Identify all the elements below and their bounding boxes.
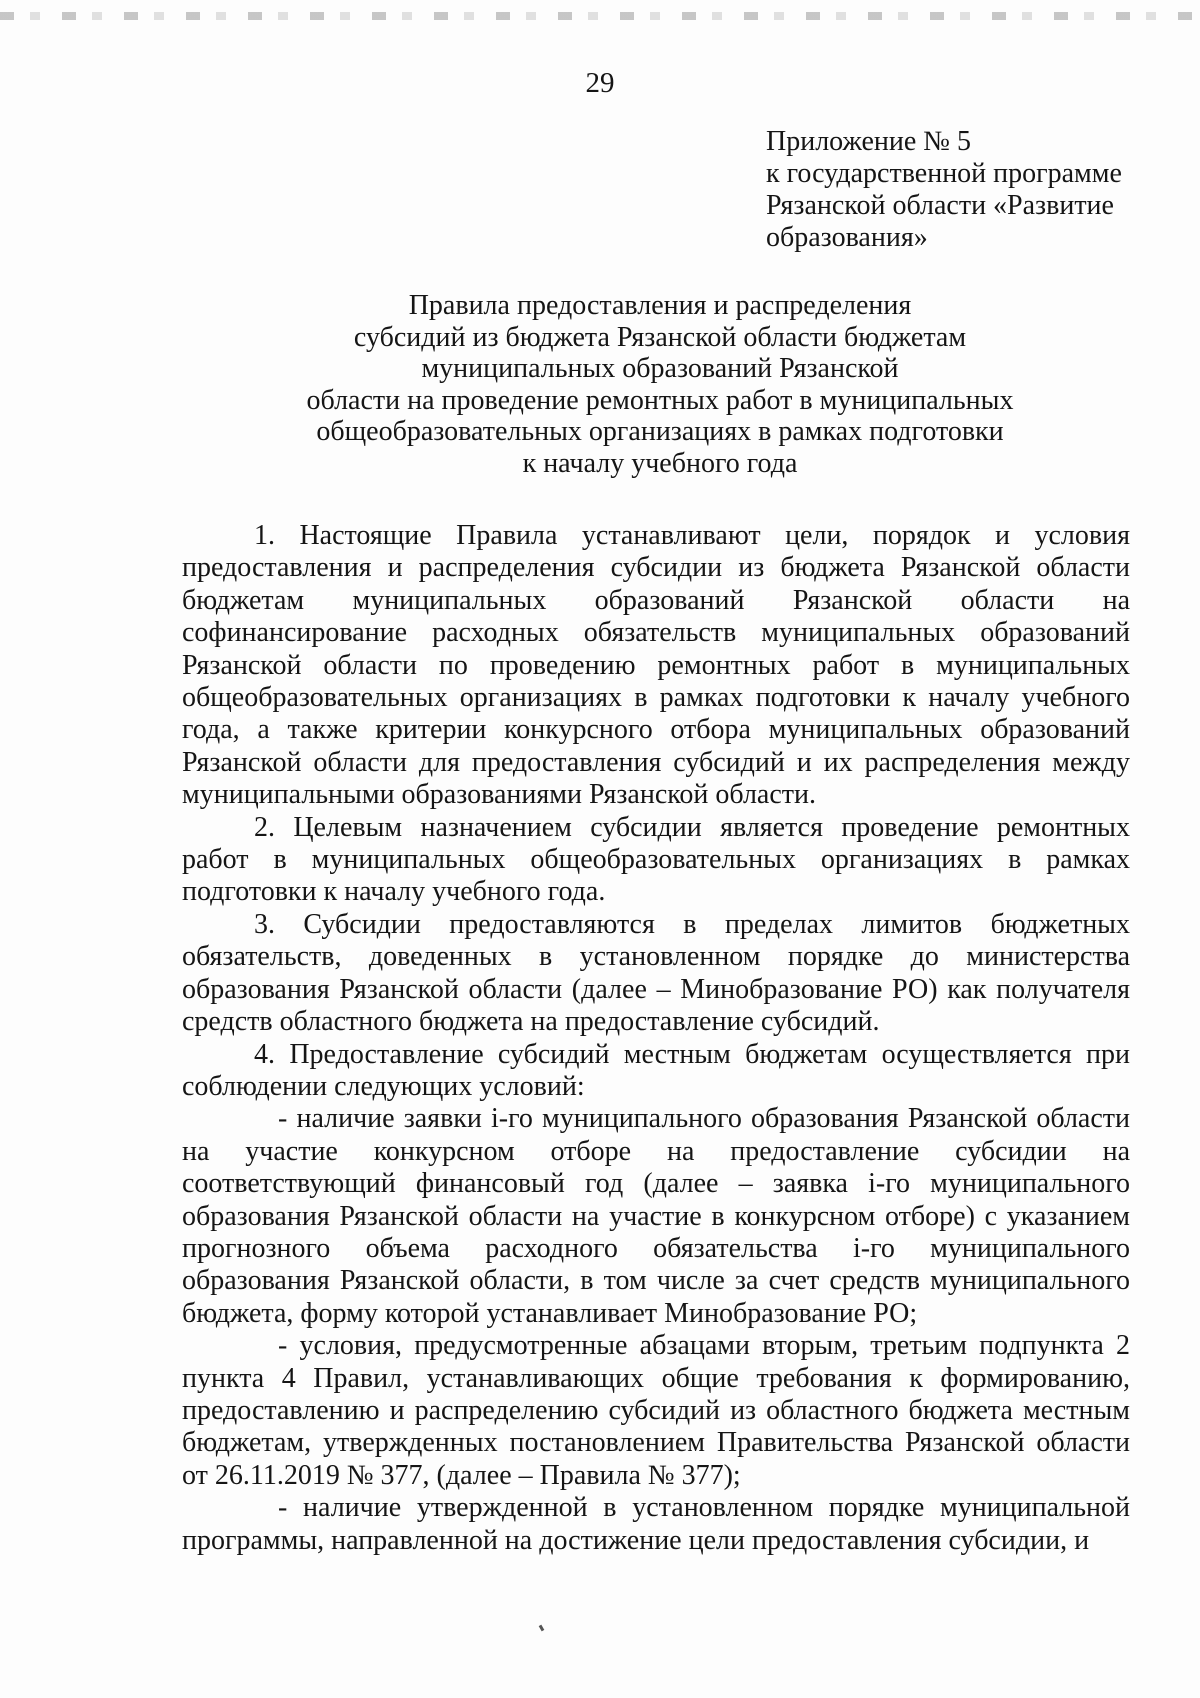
appendix-line: образования»	[766, 222, 928, 253]
appendix-header	[766, 126, 1166, 254]
title-line: области на проведение ремонтных работ в муниципальных	[306, 384, 1014, 416]
appendix-line: Приложение № 5	[766, 126, 971, 157]
appendix-line: Рязанской области «Развитие	[766, 190, 1114, 221]
paragraph-3: 3. Субсидии предоставляются в пределах лимитов бюджетных обязательств, доведенных в установленном порядке до министерства образования Рязанской области (далее – Минобразование РО) как получателя средств областного бюджета на предоставление субсидий.	[182, 908, 1130, 1038]
title-line: субсидий из бюджета Рязанской области бюджетам	[353, 321, 967, 353]
paragraph-4: 4. Предоставление субсидий местным бюджетам осуществляется при соблюдении следующих условий:	[182, 1038, 1130, 1102]
title-line: Правила предоставления и распределения	[408, 290, 912, 321]
scan-speck	[539, 1625, 545, 1632]
document-body	[182, 520, 1130, 1557]
condition-item-application: - наличие заявки i-го муниципального образования Рязанской области на участие конкурсном отборе на предоставление субсидии на соответствующий финансовый год (далее – заявка i-го муниципального образования Рязанской области на участие в конкурсном отборе) с указанием прогнозного объема расходного обязательства i-го муниципального образования Рязанской области, в том числе за счет средств муниципального бюджета, форму которой устанавливает Минобразование РО;	[182, 1103, 1130, 1329]
title-line: общеобразовательных организациях в рамках подготовки	[316, 416, 1004, 448]
condition-item-rules: - условия, предусмотренные абзацами вторым, третьим подпункта 2 пункта 4 Правил, устанавливающих общие требования к формированию, предоставлению и распределению субсидий из областного бюджета местным бюджетам, утвержденных постановлением Правительства Рязанской области от 26.11.2019 № 377, (далее – Правила № 377);	[182, 1330, 1130, 1491]
title-line: муниципальных образований Рязанской	[421, 353, 899, 385]
paragraph-2: 2. Целевым назначением субсидии является проведение ремонтных работ в муниципальных общеобразовательных организациях в рамках подготовки к началу учебного года.	[182, 811, 1130, 908]
title-line: к началу учебного года	[522, 447, 798, 479]
document-title	[180, 290, 1140, 480]
paragraph-1: 1. Настоящие Правила устанавливают цели, порядок и условия предоставления и распределения субсидии из бюджета Рязанской области бюджетам муниципальных образований Рязанской области на софинансирование расходных обязательств муниципальных образований Рязанской области по проведению ремонтных работ в муниципальных общеобразовательных организациях в рамках подготовки к началу учебного года, а также критерии конкурсного отбора муниципальных образований Рязанской области для предоставления субсидий и их распределения между муниципальными образованиями Рязанской области.	[182, 520, 1130, 811]
page-number: 29	[585, 67, 615, 99]
scan-edge-artifact	[0, 12, 1200, 20]
condition-item-program: - наличие утвержденной в установленном порядке муниципальной программы, направленной на достижение цели предоставления субсидии, и	[182, 1492, 1130, 1556]
appendix-line: к государственной программе	[766, 158, 1122, 189]
